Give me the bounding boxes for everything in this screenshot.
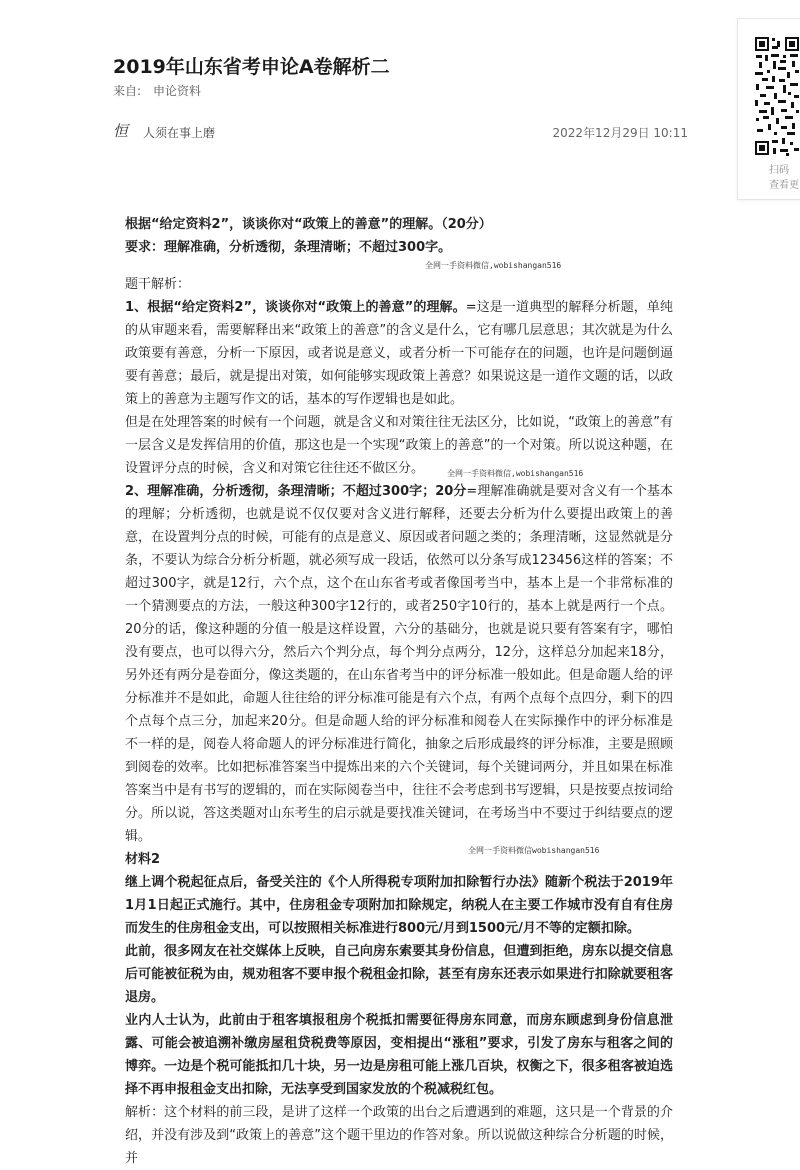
author-row (113, 120, 688, 142)
question-line-1: 根据“给定资料2”，谈谈你对“政策上的善意”的理解。（20分） (125, 217, 492, 232)
material-heading: 材料2 (125, 852, 161, 867)
analysis-paragraph-1 (125, 296, 673, 411)
post-date: 2022年12月29日 10:11 (552, 126, 688, 140)
material-paragraph-1: 继上调个税起征点后，备受关注的《个人所得税专项附加扣除暂行办法》随新个税法于2019年1月1日起正式施行。其中，住房租金专项附加扣除规定，纳税人在主要工作城市没有自有住房而发生的住房租金支出，可以按照相关标准进行800元/月到1500元/月不等的定额扣除。 (125, 875, 673, 936)
qr-code-icon (754, 36, 800, 156)
qr-panel[interactable] (737, 18, 800, 200)
author-logo-icon: 恒 (113, 122, 129, 140)
qr-caption-2: 查看更 (769, 180, 799, 191)
material-paragraph-3: 业内人士认为，此前由于租客填报租房个税抵扣需要征得房东同意，而房东顾虑到身份信息泄露、可能会被追溯补缴房屋租贷税费等原因，变相提出“涨租”要求，引发了房东与租客之间的博弈。一边是个税可能抵扣几十块，另一边是房租可能上涨几百块，权衡之下，很多租客被迫选择不再申报租金支出扣除，无法享受到国家发放的个税减税红包。 (125, 1013, 673, 1097)
analysis-point-2-heading: 2、理解准确，分析透彻，条理清晰；不超过300字；20分 (125, 484, 467, 499)
analysis-point-1-heading: 1、根据“给定资料2”，谈谈你对“政策上的善意”的理解。 (125, 300, 466, 315)
qr-caption-1: 扫码 (769, 165, 789, 176)
material-analysis: 解析：这个材料的前三段，是讲了这样一个政策的出台之后遭遇到的难题，这只是一个背景的介绍，并没有涉及到“政策上的善意”这个题干里边的作答对象。所以说做这种综合分析题的时候，并 (125, 1105, 673, 1166)
watermark-2: 全网一手资料微信,wobishangan516 (447, 469, 584, 478)
watermark-1: 全网一手资料微信,wobishangan516 (425, 261, 562, 270)
analysis-paragraph-3 (125, 480, 673, 848)
analysis-paragraph-2: 但是在处理答案的时候有一个问题，就是含义和对策往往无法区分，比如说，“政策上的善意”有一层含义是发挥信用的价值，那这也是一个实现“政策上的善意”的一个对策。所以说这种题，在设置评分点的时候，含义和对策它往往还不做区分。 (125, 415, 673, 476)
source-name[interactable]: 申论资料 (153, 84, 202, 98)
material-paragraph-2: 此前，很多网友在社交媒体上反映，自己向房东索要其身份信息，但遭到拒绝，房东以提交信息后可能被征税为由，规劝租客不要申报个税租金扣除，甚至有房东还表示如果进行扣除就要租客退房。 (125, 944, 673, 1005)
article-body (125, 213, 673, 1170)
article-title: 2019年山东省考申论A卷解析二 (113, 56, 390, 78)
source-label: 来自: (113, 84, 142, 98)
watermark-3: 全网一手资料微信wobishangan516 (468, 846, 600, 855)
article-source (113, 82, 201, 99)
analysis-point-1-text: =这是一道典型的解释分析题，单纯的从审题来看，需要解释出来“政策上的善意”的含义是什么，它有哪几层意思；其次就是为什么政策要有善意，分析一下原因，或者说是意义，或者分析一下可能存在的问题，也许是问题倒逼要有善意；最后，就是提出对策，如何能够实现政策上善意？如果说这是一道作文题的话，以政策上的善意为主题写作文的话，基本的写作逻辑也是如此。 (125, 300, 673, 407)
question-line-2: 要求：理解准确，分析透彻，条理清晰；不超过300字。 (125, 240, 452, 255)
author-name[interactable]: 人须在事上磨 (143, 126, 216, 140)
analysis-point-2-text: =理解准确就是要对含义有一个基本的理解；分析透彻，也就是说不仅仅要对含义进行解释，还要去分析为什么要提出政策上的善意，在设置判分点的时候，可能有的点是意义、原因或者问题之类的；条理清晰，这显然就是分条，不要认为综合分析分析题，就必须写成一段话，依然可以分条写成123456这样的答案；不超过300字，就是12行，六个点，这个在山东省考或者像国考当中，基本上是一个非常标准的一个猜测要点的方法，一般这种300字12行的，或者250字10行的，基本上就是两行一个点。20分的话，像这种题的分值一般是这样设置，六分的基础分，也就是说只要有答案有字，哪怕没有要点，也可以得六分，然后六个判分点，每个判分点两分，12分，这样总分加起来18分，另外还有两分是卷面分，像这类题的，在山东省考当中的评分标准一般如此。但是命题人给的评分标准并不是如此，命题人往往给的评分标准可能是有六个点，有两个点每个点四分，剩下的四个点每个点三分，加起来20分。但是命题人给的评分标准和阅卷人在实际操作中的评分标准是不一样的是，阅卷人将命题人的评分标准进行简化，抽象之后形成最终的评分标准，主要是照顾到阅卷的效率。比如把标准答案当中提炼出来的六个关键词，每个关键词两分，并且如果在标准答案当中是有书写的逻辑的，而在实际阅卷当中，往往不会考虑到书写逻辑，只是按要点按词给分。所以说，答这类题对山东考生的启示就是要找准关键词，在考场当中不要过于纠结要点的逻辑。 (125, 484, 673, 844)
analysis-heading: 题干解析： (125, 277, 191, 292)
